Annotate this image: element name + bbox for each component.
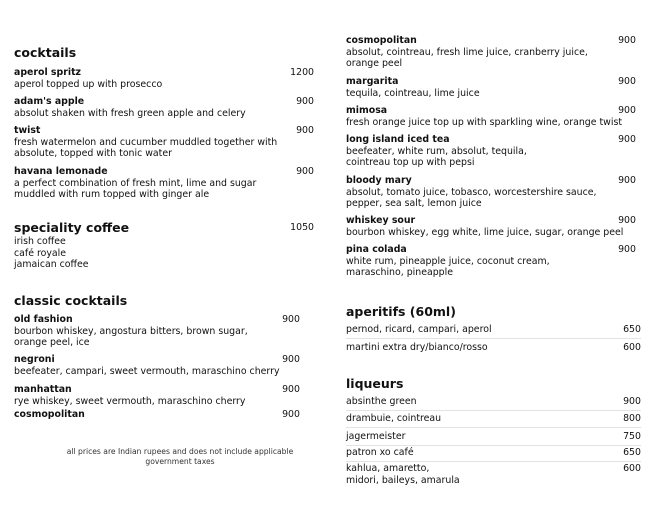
section-title-classic-cocktails: classic cocktails bbox=[14, 293, 128, 308]
item-description: bourbon whiskey, angostura bitters, brown sugar, bbox=[14, 325, 248, 337]
item-price: 900 bbox=[618, 76, 636, 87]
coffee-line: jamaican coffee bbox=[14, 259, 89, 270]
coffee-line: irish coffee bbox=[14, 236, 66, 247]
item-price: 900 bbox=[618, 175, 636, 186]
item-name: twist bbox=[14, 125, 41, 136]
list-item bbox=[346, 447, 644, 459]
item-name: havana lemonade bbox=[14, 166, 108, 177]
menu-item bbox=[346, 215, 636, 238]
item-label: pernod, ricard, campari, aperol bbox=[346, 324, 492, 335]
left-column-clip bbox=[14, 0, 314, 420]
item-description: maraschino, pineapple bbox=[346, 267, 453, 278]
menu-item bbox=[14, 354, 300, 377]
item-description: aperol topped up with prosecco bbox=[14, 78, 163, 90]
item-description: absolut shaken with fresh green apple and celery bbox=[14, 107, 246, 119]
item-name: margarita bbox=[346, 76, 399, 87]
list-item bbox=[346, 342, 644, 354]
menu-item bbox=[14, 384, 300, 407]
item-description: orange peel, ice bbox=[14, 337, 90, 348]
divider bbox=[346, 427, 641, 428]
section-title-cocktails: cocktails bbox=[14, 45, 77, 60]
item-description: bourbon whiskey, egg white, lime juice, sugar, orange peel bbox=[346, 226, 624, 238]
item-price: 900 bbox=[296, 125, 314, 136]
divider bbox=[346, 461, 641, 462]
price-note bbox=[60, 447, 300, 467]
item-price: 900 bbox=[282, 354, 300, 365]
item-price: 650 bbox=[623, 447, 641, 458]
right-column-clip bbox=[346, 0, 644, 290]
item-label: kahlua, amaretto, bbox=[346, 463, 430, 474]
menu-item bbox=[14, 314, 300, 349]
item-description: orange peel bbox=[346, 58, 403, 69]
item-description: a perfect combination of fresh mint, lime and sugar bbox=[14, 177, 257, 189]
item-name: long island iced tea bbox=[346, 134, 450, 145]
menu-item bbox=[346, 244, 636, 279]
list-item bbox=[346, 324, 644, 336]
menu-item bbox=[346, 134, 636, 169]
list-item bbox=[346, 396, 644, 408]
menu-item-cut-off bbox=[14, 409, 300, 421]
divider bbox=[346, 410, 641, 411]
item-description: white rum, pineapple juice, coconut cream, bbox=[346, 255, 550, 267]
menu-item bbox=[346, 105, 636, 128]
item-name: negroni bbox=[14, 354, 55, 365]
item-label: martini extra dry/bianco/rosso bbox=[346, 342, 488, 353]
item-price: 900 bbox=[618, 105, 636, 116]
item-description: beefeater, white rum, absolut, tequila, bbox=[346, 145, 527, 157]
menu-item bbox=[346, 35, 636, 70]
item-name: whiskey sour bbox=[346, 215, 416, 226]
item-description: cointreau top up with pepsi bbox=[346, 157, 475, 168]
item-description: beefeater, campari, sweet vermouth, maraschino cherry bbox=[14, 365, 280, 377]
item-price: 900 bbox=[623, 396, 641, 407]
list-item bbox=[346, 413, 644, 425]
section-title-liqueurs: liqueurs bbox=[346, 376, 404, 391]
item-label: jagermeister bbox=[346, 431, 406, 442]
item-description: absolut, tomato juice, tobasco, worcestershire sauce, bbox=[346, 186, 597, 198]
item-name: aperol spritz bbox=[14, 67, 82, 78]
item-price: 600 bbox=[623, 342, 641, 353]
item-price: 900 bbox=[296, 96, 314, 107]
item-label: patron xo café bbox=[346, 447, 414, 458]
item-label: drambuie, cointreau bbox=[346, 413, 442, 424]
item-name: cosmopolitan bbox=[346, 35, 417, 46]
item-price: 900 bbox=[282, 409, 300, 420]
item-price: 900 bbox=[618, 35, 636, 46]
item-description: fresh orange juice top up with sparkling wine, orange twist bbox=[346, 116, 623, 128]
section-title-speciality-coffee: speciality coffee bbox=[14, 220, 130, 235]
item-label: absinthe green bbox=[346, 396, 417, 407]
price-note-line: government taxes bbox=[145, 457, 215, 466]
item-description: muddled with rum topped with ginger ale bbox=[14, 189, 210, 200]
item-price: 900 bbox=[282, 314, 300, 325]
menu-item bbox=[14, 96, 314, 119]
item-name: pina colada bbox=[346, 244, 407, 255]
item-price: 1050 bbox=[290, 222, 314, 233]
menu-item bbox=[346, 76, 636, 99]
item-name: adam's apple bbox=[14, 96, 85, 107]
item-name: mimosa bbox=[346, 105, 388, 116]
item-name: manhattan bbox=[14, 384, 72, 395]
item-description: absolut, cointreau, fresh lime juice, cranberry juice, bbox=[346, 46, 588, 58]
item-price: 600 bbox=[623, 463, 641, 474]
list-item bbox=[346, 463, 644, 486]
item-description: rye whiskey, sweet vermouth, maraschino cherry bbox=[14, 395, 246, 407]
list-item bbox=[346, 431, 644, 443]
menu-item bbox=[14, 67, 314, 90]
item-description: pepper, sea salt, lemon juice bbox=[346, 198, 482, 209]
coffee-line: café royale bbox=[14, 247, 66, 259]
price-note-line: all prices are Indian rupees and does not include applicable bbox=[66, 447, 294, 456]
item-price: 900 bbox=[618, 215, 636, 226]
item-name: cosmopolitan bbox=[14, 409, 85, 420]
speciality-coffee-section bbox=[14, 220, 314, 271]
item-price: 650 bbox=[623, 324, 641, 335]
item-price: 750 bbox=[623, 431, 641, 442]
section-title-aperitifs: aperitifs (60ml) bbox=[346, 304, 456, 319]
divider bbox=[346, 445, 641, 446]
item-description: fresh watermelon and cucumber muddled together with bbox=[14, 136, 278, 148]
item-price: 900 bbox=[618, 134, 636, 145]
item-price: 900 bbox=[296, 166, 314, 177]
item-price: 1200 bbox=[290, 67, 314, 78]
item-label: midori, baileys, amarula bbox=[346, 474, 460, 486]
menu-item bbox=[14, 125, 314, 160]
item-name: bloody mary bbox=[346, 175, 412, 186]
item-price: 900 bbox=[618, 244, 636, 255]
right-menu-column bbox=[346, 0, 644, 525]
menu-item bbox=[14, 166, 314, 201]
menu-item bbox=[346, 175, 636, 210]
item-price: 900 bbox=[282, 384, 300, 395]
left-menu-column bbox=[14, 0, 314, 525]
item-name: old fashion bbox=[14, 314, 73, 325]
item-description: tequila, cointreau, lime juice bbox=[346, 87, 480, 99]
item-price: 800 bbox=[623, 413, 641, 424]
divider bbox=[346, 338, 641, 339]
item-description: absolute, topped with tonic water bbox=[14, 148, 172, 159]
